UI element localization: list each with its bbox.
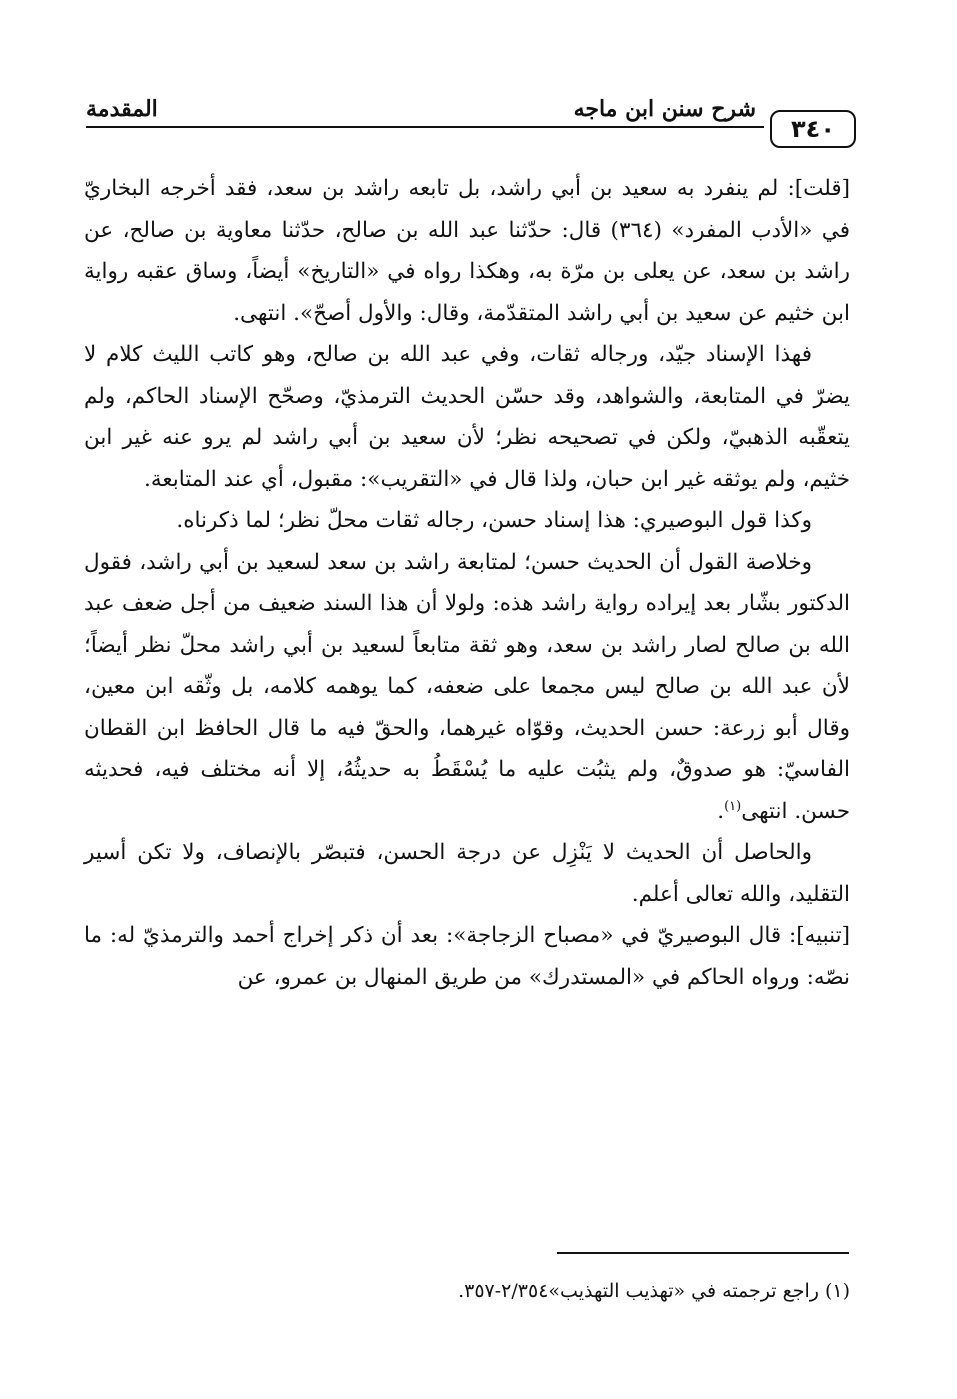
header-rule	[86, 126, 764, 128]
paragraph-conclusion-text: وخلاصة القول أن الحديث حسن؛ لمتابعة راشد بن سعد لسعيد بن أبي راشد، فقول الدكتور بشّار بعد إيراده رواية راشد هذه: ولولا أن هذا السند ضعيف من أجل ضعف عبد الله بن صالح لصار راشد بن سعد، وهو ثقة متابعاً لسعيد بن أبي راشد محلّ نظر أيضاً؛ لأن عبد الله بن صالح ليس مجمعا على ضعفه، كما يوهمه كلامه، بل وثّقه ابن معين، وقال أبو زرعة: حسن الحديث، وقوّاه غيرهما، والحقّ فيه ما قال الحافظ ابن القطان الفاسيّ: هو صدوقٌ، ولم يثبُت عليه ما يُسْقَطُ به حديثُهُ، إلا أنه مختلف فيه، فحديثه حسن. انتهى	[84, 549, 850, 824]
paragraph-isnad-grading: فهذا الإسناد جيّد، ورجاله ثقات، وفي عبد الله بن صالح، وهو كاتب الليث كلام لا يضرّ في المتابعة، والشواهد، وقد حسّن الحديث الترمذيّ، وصحّح الإسناد الحاكم، ولم يتعقّبه الذهبيّ، ولكن في تصحيحه نظر؛ لأن سعيد بن أبي راشد لم يرو عنه غير ابن خثيم، ولم يوثقه غير ابن حبان، ولذا قال في «التقريب»: مقبول، أي عند المتابعة.	[84, 342, 850, 492]
page-number-badge: ٣٤٠	[770, 110, 856, 148]
paragraph-qultu: [قلت]: لم ينفرد به سعيد بن أبي راشد، بل تابعه راشد بن سعد، فقد أخرجه البخاريّ في «الأدب المفرد» (٣٦٤) قال: حدّثنا عبد الله بن صالح، حدّثنا معاوية بن صالح، عن راشد بن سعد، عن يعلى بن مرّة به، وهكذا رواه في «التاريخ» أيضاً، وساق عقبه رواية ابن خثيم عن سعيد بن أبي راشد المتقدّمة، وقال: والأول أصحّ». انتهى.	[84, 176, 850, 326]
running-header	[86, 92, 856, 156]
paragraph-result: والحاصل أن الحديث لا يَنْزِل عن درجة الحسن، فتبصّر بالإنصاف، ولا تكن أسير التقليد، والله تعالى أعلم.	[84, 840, 850, 907]
footnote: (١) راجع ترجمته في «تهذيب التهذيب»٢/٣٥٤-٣٥٧.	[458, 1280, 850, 1302]
main-text	[84, 168, 850, 998]
section-title: المقدمة	[86, 96, 158, 122]
footnote-separator	[557, 1252, 849, 1254]
paragraph-busiri-view: وكذا قول البوصيري: هذا إسناد حسن، رجاله ثقات محلّ نظر؛ لما ذكرناه.	[176, 508, 812, 533]
footnote-reference: (١)	[724, 798, 742, 814]
paragraph-conclusion-tail: .	[717, 798, 725, 824]
book-title: شرح سنن ابن ماجه	[573, 96, 756, 122]
paragraph-tanbih: [تنبيه]: قال البوصيريّ في «مصباح الزجاجة»: بعد أن ذكر إخراج أحمد والترمذيّ له: ما نصّه: ورواه الحاكم في «المستدرك» من طريق المنهال بن عمرو، عن	[84, 923, 850, 990]
paragraph-conclusion	[84, 542, 850, 833]
